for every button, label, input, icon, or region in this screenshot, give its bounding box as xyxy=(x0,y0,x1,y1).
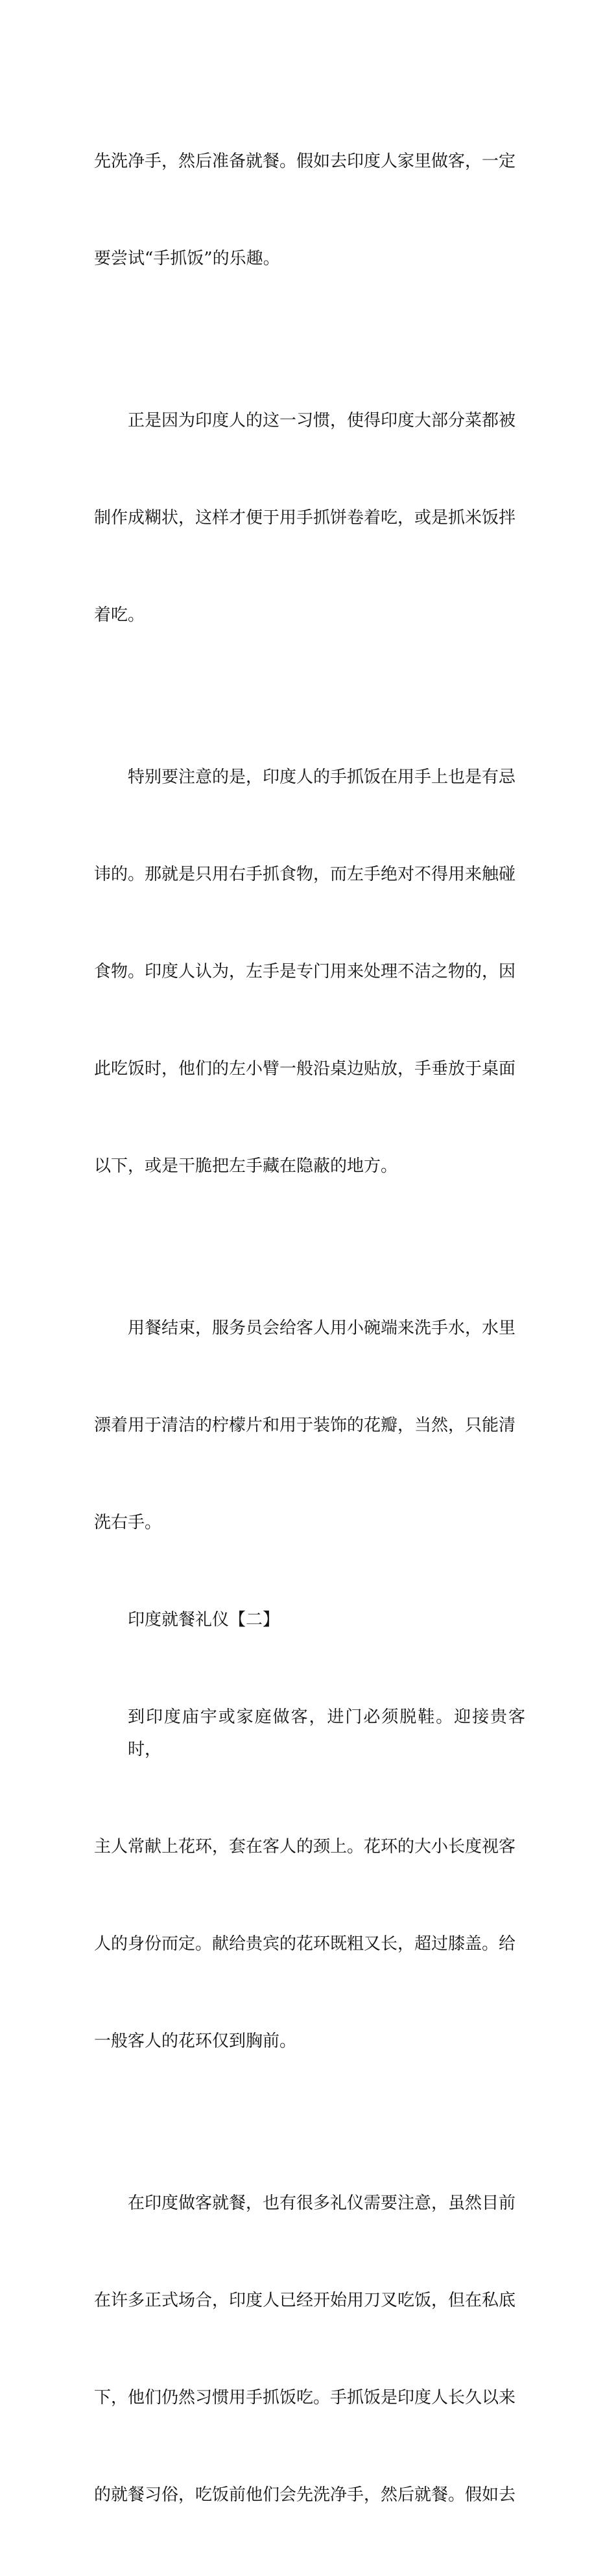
text-line: 在印度做客就餐，也有很多礼仪需要注意，虽然目前 xyxy=(128,2194,516,2213)
text-line: 先洗净手，然后准备就餐。假如去印度人家里做客，一定 xyxy=(94,152,516,171)
text-line: 正是因为印度人的这一习惯，使得印度大部分菜都被 xyxy=(128,411,516,430)
text-line: 用餐结束，服务员会给客人用小碗端来洗手水，水里 xyxy=(128,1318,516,1338)
text-line: 着吃。 xyxy=(94,605,145,625)
document-body xyxy=(94,80,525,2576)
text-line: 特别要注意的是，印度人的手抓饭在用手上也是有忌 xyxy=(128,767,516,787)
text-line: 讳的。那就是只用右手抓食物，而左手绝对不得用来触碰 xyxy=(94,865,516,884)
paragraph xyxy=(94,696,525,1247)
text-line: 在许多正式场合，印度人已经开始用刀叉吃饭，但在私底 xyxy=(94,2291,516,2310)
text-line: 制作成糊状，这样才便于用手抓饼卷着吃，或是抓米饭拌 xyxy=(94,508,516,528)
text-line: 洗右手。 xyxy=(94,1513,162,1532)
text-line: 到印度庙宇或家庭做客，进门必须脱鞋。迎接贵客时， xyxy=(128,1707,525,1759)
section-heading: 印度就餐礼仪【二】 xyxy=(128,1610,280,1630)
paragraph-continued xyxy=(94,80,525,340)
paragraph xyxy=(94,2122,525,2576)
text-line: 一般客人的花环仅到胸前。 xyxy=(94,2032,297,2051)
text-line: 此吃饭时，他们的左小臂一般沿桌边贴放，手垂放于桌面 xyxy=(94,1059,516,1079)
text-line: 人的身份而定。献给贵宾的花环既粗又长，超过膝盖。给 xyxy=(94,1934,516,1954)
text-line: 的就餐习俗，吃饭前他们会先洗净手，然后就餐。假如去 xyxy=(94,2485,516,2505)
text-line: 漂着用于清洁的柠檬片和用于装饰的花瓣，当然，只能清 xyxy=(94,1416,516,1435)
paragraph xyxy=(94,1636,525,2122)
text-line: 以下，或是干脆把左手藏在隐蔽的地方。 xyxy=(94,1156,398,1176)
text-line: 要尝试“手抓饭”的乐趣。 xyxy=(94,249,280,268)
paragraph xyxy=(94,1247,525,1604)
text-line: 主人常献上花环，套在客人的颈上。花环的大小长度视客 xyxy=(94,1837,516,1856)
paragraph xyxy=(94,340,525,696)
text-line: 食物。印度人认为，左手是专门用来处理不洁之物的，因 xyxy=(94,962,516,981)
text-line: 下，他们仍然习惯用手抓饭吃。手抓饭是印度人长久以来 xyxy=(94,2388,516,2407)
